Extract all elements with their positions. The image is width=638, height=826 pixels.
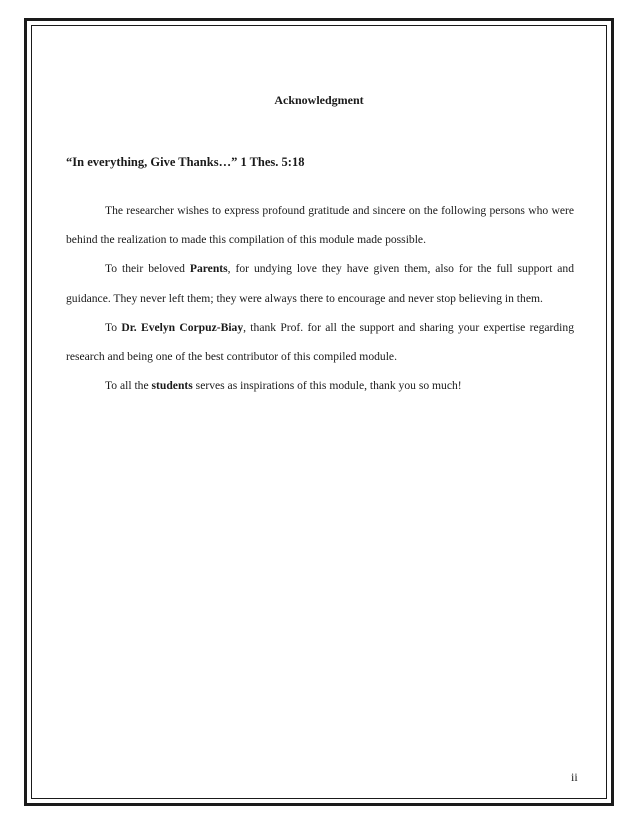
paragraph-parents [66, 254, 574, 312]
paragraph-researcher-text: The researcher wishes to express profound gratitude and sincere on the following persons who were behind the realization to made this compilation of this module made possible. [66, 204, 574, 247]
paragraph-students [66, 371, 574, 400]
paragraph-professor-lead: To [105, 320, 122, 334]
epigraph-quote: “In everything, Give Thanks…” 1 Thes. 5:18 [66, 155, 305, 169]
parents-emphasis: Parents [189, 262, 228, 276]
page-number: ii [571, 770, 578, 784]
professor-name-emphasis: Dr. Evelyn Corpuz-Biay [121, 320, 244, 334]
paragraph-parents-lead: To their beloved [105, 262, 190, 276]
paragraph-researcher [66, 196, 574, 254]
paragraph-parents-rest: , for undying love they have given them, also for the full support and guidance. They never left them; they were always there to encourage and never stop believing in them. [66, 262, 574, 305]
acknowledgment-body [66, 196, 574, 400]
paragraph-students-lead: To all the [105, 379, 152, 393]
paragraph-professor-rest: , thank Prof. for all the support and sharing your expertise regarding research and being one of the best contributor of this compiled module. [66, 320, 574, 364]
paragraph-students-rest: serves as inspirations of this module, thank you so much! [192, 379, 462, 393]
page-border-inner [31, 25, 607, 799]
page-title: Acknowledgment [274, 93, 364, 107]
students-emphasis: students [151, 379, 193, 393]
paragraph-professor [66, 313, 574, 371]
